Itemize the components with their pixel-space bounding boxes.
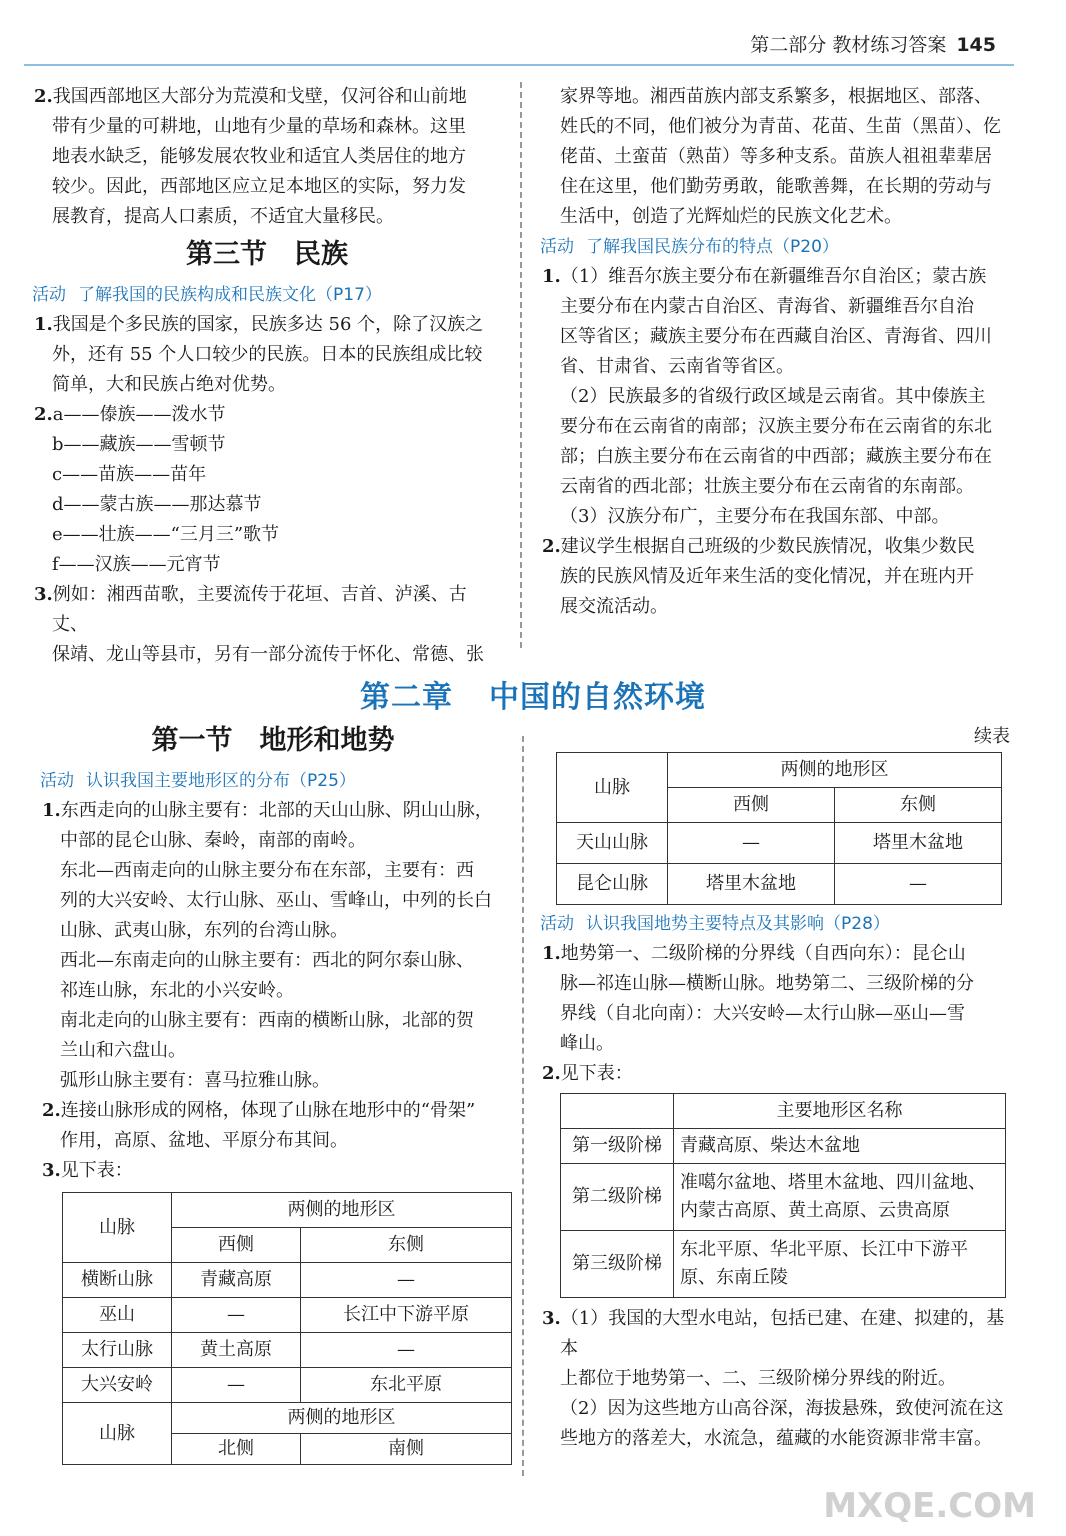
page-number: 145 — [956, 34, 996, 56]
section-title-terrain: 第一节 地形和地势 — [151, 725, 395, 756]
watermark: MXQE.COM — [823, 1486, 1036, 1526]
mountain-table-continued: 山脉 两侧的地形区 西侧 东侧 天山山脉 — 塔里木盆地 昆仑山脉 塔里木盆地 — — [556, 752, 1002, 905]
table-row: 天山山脉 — 塔里木盆地 — [557, 823, 1002, 864]
answer-1: 1.东西走向的山脉主要有：北部的天山山脉、阴山山脉， 中部的昆仑山脉、秦岭，南部的南岭。 东北—西南走向的山脉主要分布在东部，主要有：西 列的大兴安岭、太行山脉、巫山、雪峰山，中列的长白 山脉、武夷山脉，东列的台湾山脉。 西北—东南走向的山脉主要有：西北的阿尔泰山脉、 祁连山脉，东北的小兴安岭。 南北走向的山脉主要有：西南的横断山脉，北部的贺 兰山和六盘山。 弧形山脉主要有：喜马拉雅山脉。 — [42, 800, 493, 1091]
mountain-table: 山脉 两侧的地形区 西侧 东侧 横断山脉 青藏高原 — 巫山 — 长江中下游平原 太行山脉 黄土高原 — 大兴安岭 — 东北平原 山脉 两侧的地形区 北侧 南侧 — [62, 1192, 512, 1465]
answer-3: 3.例如：湘西苗歌，主要流传于花垣、吉首、泸溪、古丈、 保靖、龙山等县市，另有一部分流传于怀化、常德、张 — [34, 584, 484, 665]
column-divider-bottom — [522, 736, 524, 1476]
answer-1: 1.地势第一、二级阶梯的分界线（自西向东）：昆仑山 脉—祁连山脉—横断山脉。地势第二、三级阶梯的分 界线（自北向南）：大兴安岭—太行山脉—巫山—雪 峰山。 — [542, 943, 974, 1054]
table-row: 第一级阶梯 青藏高原、柴达木盆地 — [561, 1129, 1006, 1164]
item-number: 2. — [34, 86, 53, 107]
bottom-right-column — [540, 722, 1010, 1454]
answer-1: 1.（1）维吾尔族主要分布在新疆维吾尔自治区；蒙古族 主要分布在内蒙古自治区、青海省、新疆维吾尔自治 区等省区；藏族主要分布在西藏自治区、青海省、四川 省、甘肃省、云南省等省区。 （2）民族最多的省级行政区域是云南省。其中傣族主 要分布在云南省的南部；汉族主要分布在云南省的东北 部；白族主要分布在云南省的中西部；藏族主要分布在 云南省的西北部；壮族主要分布在云南省的东南部。 （3）汉族分布广，主要分布在我国东部、中部。 — [542, 266, 992, 527]
answer-2: 2.连接山脉形成的网格，体现了山脉在地形中的“骨架” 作用，高原、盆地、平原分布其间。 — [42, 1100, 476, 1151]
answer-2: 2.建议学生根据自己班级的少数民族情况，收集少数民 族的民族风情及近年来生活的变化情况，并在班内开 展交流活动。 — [542, 536, 975, 617]
column-divider-top — [520, 82, 522, 648]
answer-2-festivals: 2.a——傣族——泼水节 b——藏族——雪顿节 c——苗族——苗年 d——蒙古族——那达慕节 e——壮族——“三月三”歌节 f——汉族——元宵节 — [34, 404, 280, 575]
answer-2: 2.见下表： — [542, 1063, 633, 1084]
chapter-title: 第二章 中国的自然环境 — [360, 680, 706, 715]
table-row: 大兴安岭 — 东北平原 — [63, 1368, 512, 1403]
answer-1: 1.我国是个多民族的国家，民族多达 56 个，除了汉族之 外，还有 55 个人口较少的民族。日本的民族组成比较 简单，大和民族占绝对优势。 — [34, 314, 484, 395]
bottom-left-column — [40, 726, 506, 1465]
answer-3-continued: 家界等地。湘西苗族内部支系繁多，根据地区、部落、 姓氏的不同，他们被分为青苗、花苗、生苗（黑苗）、仡 佬苗、土蛮苗（熟苗）等多种支系。苗族人祖祖辈辈居 住在这里，他们勤劳勇敢，能歌善舞，在长期的劳动与 生活中，创造了光辉灿烂的民族文化艺术。 — [560, 86, 1001, 227]
table-row: 巫山 — 长江中下游平原 — [63, 1298, 512, 1333]
top-right-column — [540, 82, 1010, 622]
top-left-column — [32, 82, 502, 670]
activity-heading: 活动 了解我国的民族构成和民族文化（P17） — [32, 285, 382, 305]
header-section: 第二部分 教材练习答案 — [750, 34, 947, 56]
header-rule — [24, 64, 1014, 66]
continued-note: 续表 — [974, 726, 1010, 747]
page-header — [750, 30, 996, 57]
answer-3: 3.（1）我国的大型水电站，包括已建、在建、拟建的，基本 上都位于地势第一、二、三级阶梯分界线的附近。 （2）因为这些地方山高谷深，海拔悬殊，致使河流在这 些地方的落差大，水流急，蕴藏的水能资源非常丰富。 — [542, 1308, 1005, 1449]
table-row: 太行山脉 黄土高原 — — [63, 1333, 512, 1368]
table-row: 第二级阶梯 准噶尔盆地、塔里木盆地、四川盆地、内蒙古高原、黄土高原、云贵高原 — [561, 1164, 1006, 1231]
activity-heading: 活动 了解我国民族分布的特点（P20） — [540, 237, 839, 257]
answer-3: 3.见下表： — [42, 1160, 133, 1181]
section-title-ethnic: 第三节 民族 — [186, 239, 348, 270]
terrain-step-table: 主要地形区名称 第一级阶梯 青藏高原、柴达木盆地 第二级阶梯 准噶尔盆地、塔里木盆地、四川盆地、内蒙古高原、黄土高原、云贵高原 第三级阶梯 东北平原、华北平原、长江中下游平原、东南丘陵 — [560, 1093, 1006, 1298]
table-row: 横断山脉 青藏高原 — — [63, 1263, 512, 1298]
answer-2: 2.我国西部地区大部分为荒漠和戈壁，仅河谷和山前地 带有少量的可耕地，山地有少量的草场和森林。这里 地表水缺乏，能够发展农牧业和适宜人类居住的地方 较少。因此，西部地区应立足本地区的实际，努力发 展教育，提高人口素质，不适宜大量移民。 — [34, 86, 467, 227]
table-row: 第三级阶梯 东北平原、华北平原、长江中下游平原、东南丘陵 — [561, 1231, 1006, 1298]
activity-heading: 活动 认识我国主要地形区的分布（P25） — [40, 771, 356, 791]
activity-heading: 活动 认识我国地势主要特点及其影响（P28） — [540, 914, 890, 934]
table-row: 昆仑山脉 塔里木盆地 — — [557, 864, 1002, 905]
